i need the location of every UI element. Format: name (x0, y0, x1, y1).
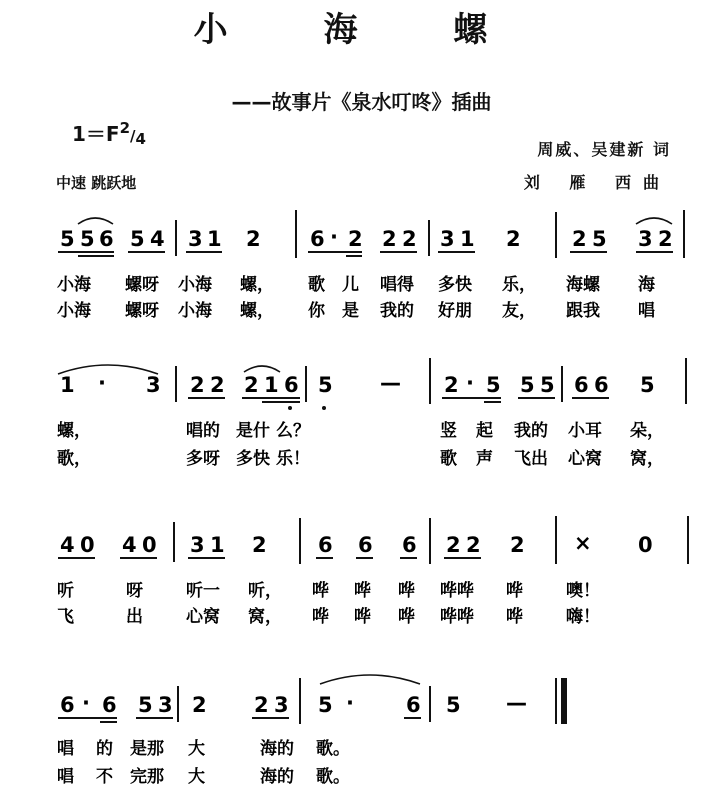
note: 4 (60, 533, 75, 557)
note: 4 (122, 533, 137, 557)
lyric: 儿 (342, 275, 359, 295)
note: 2 (382, 227, 397, 251)
note: 5 (138, 693, 153, 717)
lyric: 心窝 (186, 607, 220, 627)
note: 3 (440, 227, 455, 251)
lyric: 乐， (502, 275, 536, 295)
note: 6 (284, 373, 299, 397)
rest: 0 (638, 533, 653, 557)
tempo-marking: 中速 跳跃地 (56, 174, 137, 192)
note: 2 (190, 373, 205, 397)
lyric: 唱 (638, 301, 655, 321)
lyric: 听， (248, 581, 282, 601)
lyric: 唱的 (186, 421, 220, 441)
lyric: 完那 (130, 767, 164, 787)
note: 5 (592, 227, 607, 251)
note: 6 (406, 693, 421, 717)
dash: — (506, 691, 527, 715)
note: 2 (244, 373, 259, 397)
lyric: 螺， (240, 275, 274, 295)
note: 2 (466, 533, 481, 557)
lyric: 你 (308, 301, 325, 321)
lyric: 歌 (440, 449, 457, 469)
note: 5 (60, 227, 75, 251)
lyric: 哗 (354, 581, 371, 601)
song-subtitle: ——故事片《泉水叮咚》插曲 (231, 90, 492, 114)
lyric: 听一 (186, 581, 220, 601)
note: 1 (60, 373, 75, 397)
lyricist-credit: 周威、吴建新 词 (537, 140, 671, 159)
lyric: 窝， (248, 607, 282, 627)
lyric: 是 (342, 301, 359, 321)
note: 2 (192, 693, 207, 717)
lyric: 小耳 (568, 421, 602, 441)
lyric: 海的 (260, 767, 294, 787)
note: 2 (446, 533, 461, 557)
note: 5 (486, 373, 501, 397)
lyric: 唱 (57, 767, 74, 787)
note: 5 (318, 693, 333, 717)
lyric: 出 (126, 607, 143, 627)
lyric: 飞出 (514, 449, 548, 469)
lyric: 好朋 (438, 301, 472, 321)
lyric: 多呀 (186, 449, 220, 469)
lyric: 唱 (57, 739, 74, 759)
key-signature: $1=F^2/4$ (72, 119, 146, 148)
lyric: 歌。 (316, 739, 350, 759)
lyric: 友， (502, 301, 536, 321)
lyric: 海螺 (566, 275, 600, 295)
note: 6 (594, 373, 609, 397)
lyric: 唱得 (380, 275, 414, 295)
lyric: 螺， (240, 301, 274, 321)
lyric: 螺呀 (125, 301, 159, 321)
note: 2 (572, 227, 587, 251)
note: 2 (506, 227, 521, 251)
lyric: 歌 (308, 275, 325, 295)
lyric: 歌， (57, 449, 91, 469)
note: 2 (210, 373, 225, 397)
note: 3 (158, 693, 173, 717)
lyric: 螺呀 (125, 275, 159, 295)
lyric: 哗 (398, 607, 415, 627)
lyric: 呀 (126, 581, 143, 601)
note: 6 (102, 693, 117, 717)
note: 3 (188, 227, 203, 251)
lyric: 不 (96, 767, 113, 787)
lyric: 嗨！ (566, 607, 600, 627)
lyric: 竖 (440, 421, 457, 441)
note: 2 (254, 693, 269, 717)
lyric: 哗 (354, 607, 371, 627)
time-denominator: 4 (135, 130, 146, 148)
note: 6 (60, 693, 75, 717)
lyric: 哗 (506, 581, 523, 601)
note: 6 (318, 533, 333, 557)
dash: — (380, 371, 401, 395)
lyric: 大 (188, 767, 205, 787)
lyric: 噢！ (566, 581, 600, 601)
lyric: 海的 (260, 739, 294, 759)
note: 0 (80, 533, 95, 557)
lyric: 窝， (630, 449, 664, 469)
note: 5 (130, 227, 145, 251)
lyric: 心窝 (568, 449, 602, 469)
lyric: 小海 (57, 301, 91, 321)
note: 6 (402, 533, 417, 557)
note: 3 (274, 693, 289, 717)
lyric: 歌。 (316, 767, 350, 787)
lyric: 听 (57, 581, 74, 601)
note: 2 (510, 533, 525, 557)
note: 2 (402, 227, 417, 251)
note-dot: · (346, 691, 354, 715)
time-numerator: 2 (119, 119, 131, 137)
note: 5 (520, 373, 535, 397)
lyric: 声 (476, 449, 493, 469)
song-title: 小 海 螺 (193, 10, 530, 50)
lyric: 飞 (57, 607, 74, 627)
note: 6 (574, 373, 589, 397)
note: 2 (658, 227, 673, 251)
lyric: 海 (638, 275, 655, 295)
lyric: 小海 (178, 301, 212, 321)
note: 5 (318, 373, 333, 397)
lyric: 多快 (236, 449, 270, 469)
note: 5 (80, 227, 95, 251)
note-dot: · (330, 225, 338, 249)
note: 2 (246, 227, 261, 251)
note: 2 (252, 533, 267, 557)
note: 6 (99, 227, 114, 251)
note: 1 (210, 533, 225, 557)
note: 0 (142, 533, 157, 557)
system-1 (57, 210, 684, 321)
note: 5 (446, 693, 461, 717)
system-4 (57, 675, 567, 787)
note: 5 (640, 373, 655, 397)
lyric: 小海 (57, 275, 91, 295)
lyric: 哗哗 (440, 581, 474, 601)
note: 5 (540, 373, 555, 397)
lyric: 螺， (57, 421, 91, 441)
clap-mark: × (574, 531, 592, 555)
lyric: 的 (96, 739, 113, 759)
lyric: 哗 (398, 581, 415, 601)
lyric: 小海 (178, 275, 212, 295)
lyric: 哗哗 (440, 607, 474, 627)
lyric: 我的 (380, 301, 414, 321)
note: 1 (207, 227, 222, 251)
system-2 (57, 358, 686, 469)
lyric: 哗 (312, 581, 329, 601)
lyric: 朵， (630, 421, 664, 441)
key-label: 1＝F (72, 122, 120, 146)
lyric: 是那 (130, 739, 164, 759)
note-dot: · (82, 691, 90, 715)
note-dot: · (98, 371, 106, 395)
note: 3 (190, 533, 205, 557)
note: 1 (264, 373, 279, 397)
note: 3 (146, 373, 161, 397)
note: 2 (444, 373, 459, 397)
note: 4 (150, 227, 165, 251)
lyric: 么？ (276, 421, 310, 441)
system-3 (57, 516, 688, 627)
note: 3 (638, 227, 653, 251)
composer-credit: 刘 雁 西曲 (523, 173, 671, 192)
note: 2 (348, 227, 363, 251)
lyric: 多快 (438, 275, 472, 295)
note-dot: · (466, 371, 474, 395)
note: 1 (460, 227, 475, 251)
lyric: 大 (188, 739, 205, 759)
lyric: 是什 (236, 421, 270, 441)
lyric: 乐！ (276, 449, 310, 469)
lyric: 起 (476, 421, 493, 441)
note: 6 (310, 227, 325, 251)
lyric: 哗 (312, 607, 329, 627)
lyric: 我的 (514, 421, 548, 441)
note: 6 (358, 533, 373, 557)
lyric: 跟我 (566, 301, 600, 321)
lyric: 哗 (506, 607, 523, 627)
